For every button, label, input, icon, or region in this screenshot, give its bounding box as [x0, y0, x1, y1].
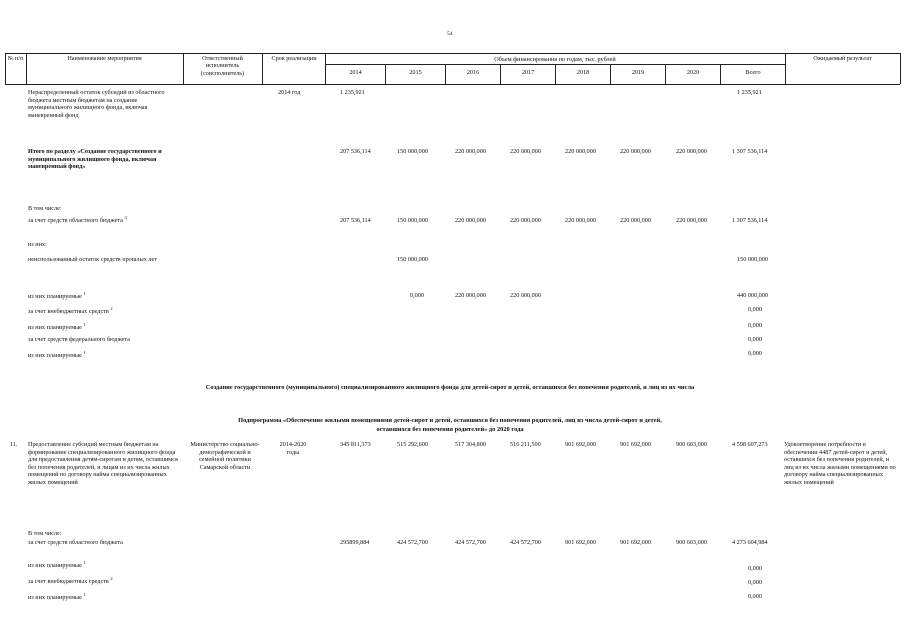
cell-2014: 207 536,114 — [340, 148, 371, 155]
cell-2014: 207 536,114 — [340, 217, 371, 224]
row-name: за счет внебюджетных средств $^2$ — [28, 306, 113, 316]
header-year: 2016 — [466, 69, 480, 76]
row-expected: Удовлетворение потребности в обеспечении 4487 детей-сирот и детей, оставшихся без попечения родителей, и лиц из их числа жилыми помещениями по договору найма специализированных жилых помещений — [784, 441, 896, 486]
cell-2014: 345 811,373 — [340, 441, 371, 448]
cell-total: 0,000 — [748, 579, 762, 586]
cell-2015: 150 000,000 — [397, 256, 428, 263]
cell-2020: 220 000,000 — [676, 217, 707, 224]
row-name: из них планируемые $^1$ — [28, 350, 86, 360]
cell-total: 4 598 607,273 — [732, 441, 768, 448]
cell-2015: 150 000,000 — [397, 148, 428, 155]
cell-2017: 220 000,000 — [510, 148, 541, 155]
row-name: за счет средств федерального бюджета — [28, 336, 130, 343]
cell-total: 1 235,921 — [737, 89, 762, 96]
cell-total: 0,000 — [748, 336, 762, 343]
row-name: Нераспределенный остаток субсидий из областного бюджета местным бюджетам на создание муниципального жилищного фонда, включая маневренный фонд — [28, 89, 165, 119]
cell-total: 4 273 604,984 — [732, 539, 768, 546]
cell-total: 0,000 — [748, 350, 762, 357]
cell-2020: 900 603,000 — [676, 539, 707, 546]
cell-total: 0,000 — [748, 593, 762, 600]
row-name: неиспользованный остаток средств прошлых лет — [28, 256, 157, 263]
row-responsible: Министерство социально-демографической и семейной политики Самарской области — [190, 441, 260, 471]
header-year: 2020 — [686, 69, 700, 76]
row-name: за счет средств областного бюджета — [28, 539, 123, 546]
header-year: 2019 — [631, 69, 645, 76]
row-name: из них планируемые $^1$ — [28, 291, 86, 301]
header-year: 2017 — [521, 69, 535, 76]
cell-2014: 295899,884 — [340, 539, 370, 546]
header-name: Наименование мероприятия — [67, 55, 142, 62]
cell-2019: 220 000,000 — [620, 148, 651, 155]
cell-2016: 220 000,000 — [455, 292, 486, 299]
header-responsible: Ответственный исполнитель (соисполнитель) — [200, 55, 245, 77]
cell-total: 0,000 — [748, 306, 762, 313]
row-name: из них планируемые $^1$ — [28, 322, 86, 332]
cell-2019: 901 692,000 — [620, 539, 651, 546]
cell-2016: 424 572,700 — [455, 539, 486, 546]
header-year: 2018 — [576, 69, 590, 76]
cell-2017: 424 572,700 — [510, 539, 541, 546]
header-num: № п/п — [7, 55, 24, 62]
row-name: из них планируемые $^1$ — [28, 560, 86, 570]
row-name: из них: — [28, 241, 47, 248]
cell-2018: 901 692,000 — [565, 441, 596, 448]
cell-2015: 424 572,700 — [397, 539, 428, 546]
cell-total: 1 307 536,114 — [732, 217, 768, 224]
cell-total: 150 000,000 — [737, 256, 768, 263]
cell-2016: 517 304,800 — [455, 441, 486, 448]
header-funding: Объем финансирования по годам, тыс. рублей — [494, 56, 616, 63]
cell-2018: 220 000,000 — [565, 217, 596, 224]
cell-2015: 150 000,000 — [397, 217, 428, 224]
cell-2019: 220 000,000 — [620, 217, 651, 224]
header-expected: Ожидаемый результат — [813, 55, 872, 62]
cell-2017: 516 211,500 — [510, 441, 541, 448]
subprogram-title: оставшихся без попечения родителей» до 2020 года — [376, 426, 524, 433]
row-num: 11. — [10, 441, 18, 448]
header-year: 2015 — [409, 69, 422, 76]
page-number: 54 — [447, 31, 453, 37]
cell-2020: 900 603,000 — [676, 441, 707, 448]
cell-total: 440 000,000 — [737, 292, 768, 299]
row-name: В том числе: — [28, 530, 62, 537]
cell-total: 0,000 — [748, 565, 762, 572]
header-year: Всего — [745, 69, 761, 76]
row-name: из них планируемые $^1$ — [28, 592, 86, 602]
cell-2016: 220 000,000 — [455, 217, 486, 224]
row-period: 2014 год — [278, 89, 301, 96]
cell-2015: 0,000 — [410, 292, 424, 299]
row-name: за счет средств областного бюджета $^3$ — [28, 215, 127, 225]
header-year: 2014 — [349, 69, 362, 76]
header-period: Срок реализации — [271, 55, 317, 62]
row-name: В том числе: — [28, 205, 62, 212]
cell-2014: 1 235,921 — [340, 89, 365, 96]
row-period: 2014-2020 годы — [279, 441, 307, 456]
cell-2015: 515 292,600 — [397, 441, 428, 448]
row-name: Итого по разделу «Создание государственного и муниципального жилищного фонда, включая маневренный фонд» — [28, 148, 162, 171]
cell-total: 0,000 — [748, 322, 762, 329]
cell-2017: 220 000,000 — [510, 217, 541, 224]
cell-2017: 220 000,000 — [510, 292, 541, 299]
section-title: Создание государственного (муниципального) специализированного жилищного фонда для детей-сирот и детей, оставшихся без попечения родителей, и лиц из их числа — [205, 384, 695, 391]
row-name: Предоставление субсидий местным бюджетам на формирование специализированного жилищного фонда для предоставления детям-сиротам и детям, оставшимся без попечения родителей, и лицам из их числа жилых помещений по договору найма специализированных жилых помещений — [28, 441, 178, 486]
cell-2020: 220 000,000 — [676, 148, 707, 155]
cell-2019: 901 692,000 — [620, 441, 651, 448]
subprogram-title: Подпрограмма «Обеспечение жилыми помещениями детей-сирот и детей, оставшихся без попечения родителей, лиц из числа детей-сирот и детей, — [238, 417, 662, 424]
cell-2018: 901 692,000 — [565, 539, 596, 546]
row-name: за счет внебюджетных средств $^2$ — [28, 576, 113, 586]
cell-2018: 220 000,000 — [565, 148, 596, 155]
cell-total: 1 307 536,114 — [732, 148, 768, 155]
cell-2016: 220 000,000 — [455, 148, 486, 155]
